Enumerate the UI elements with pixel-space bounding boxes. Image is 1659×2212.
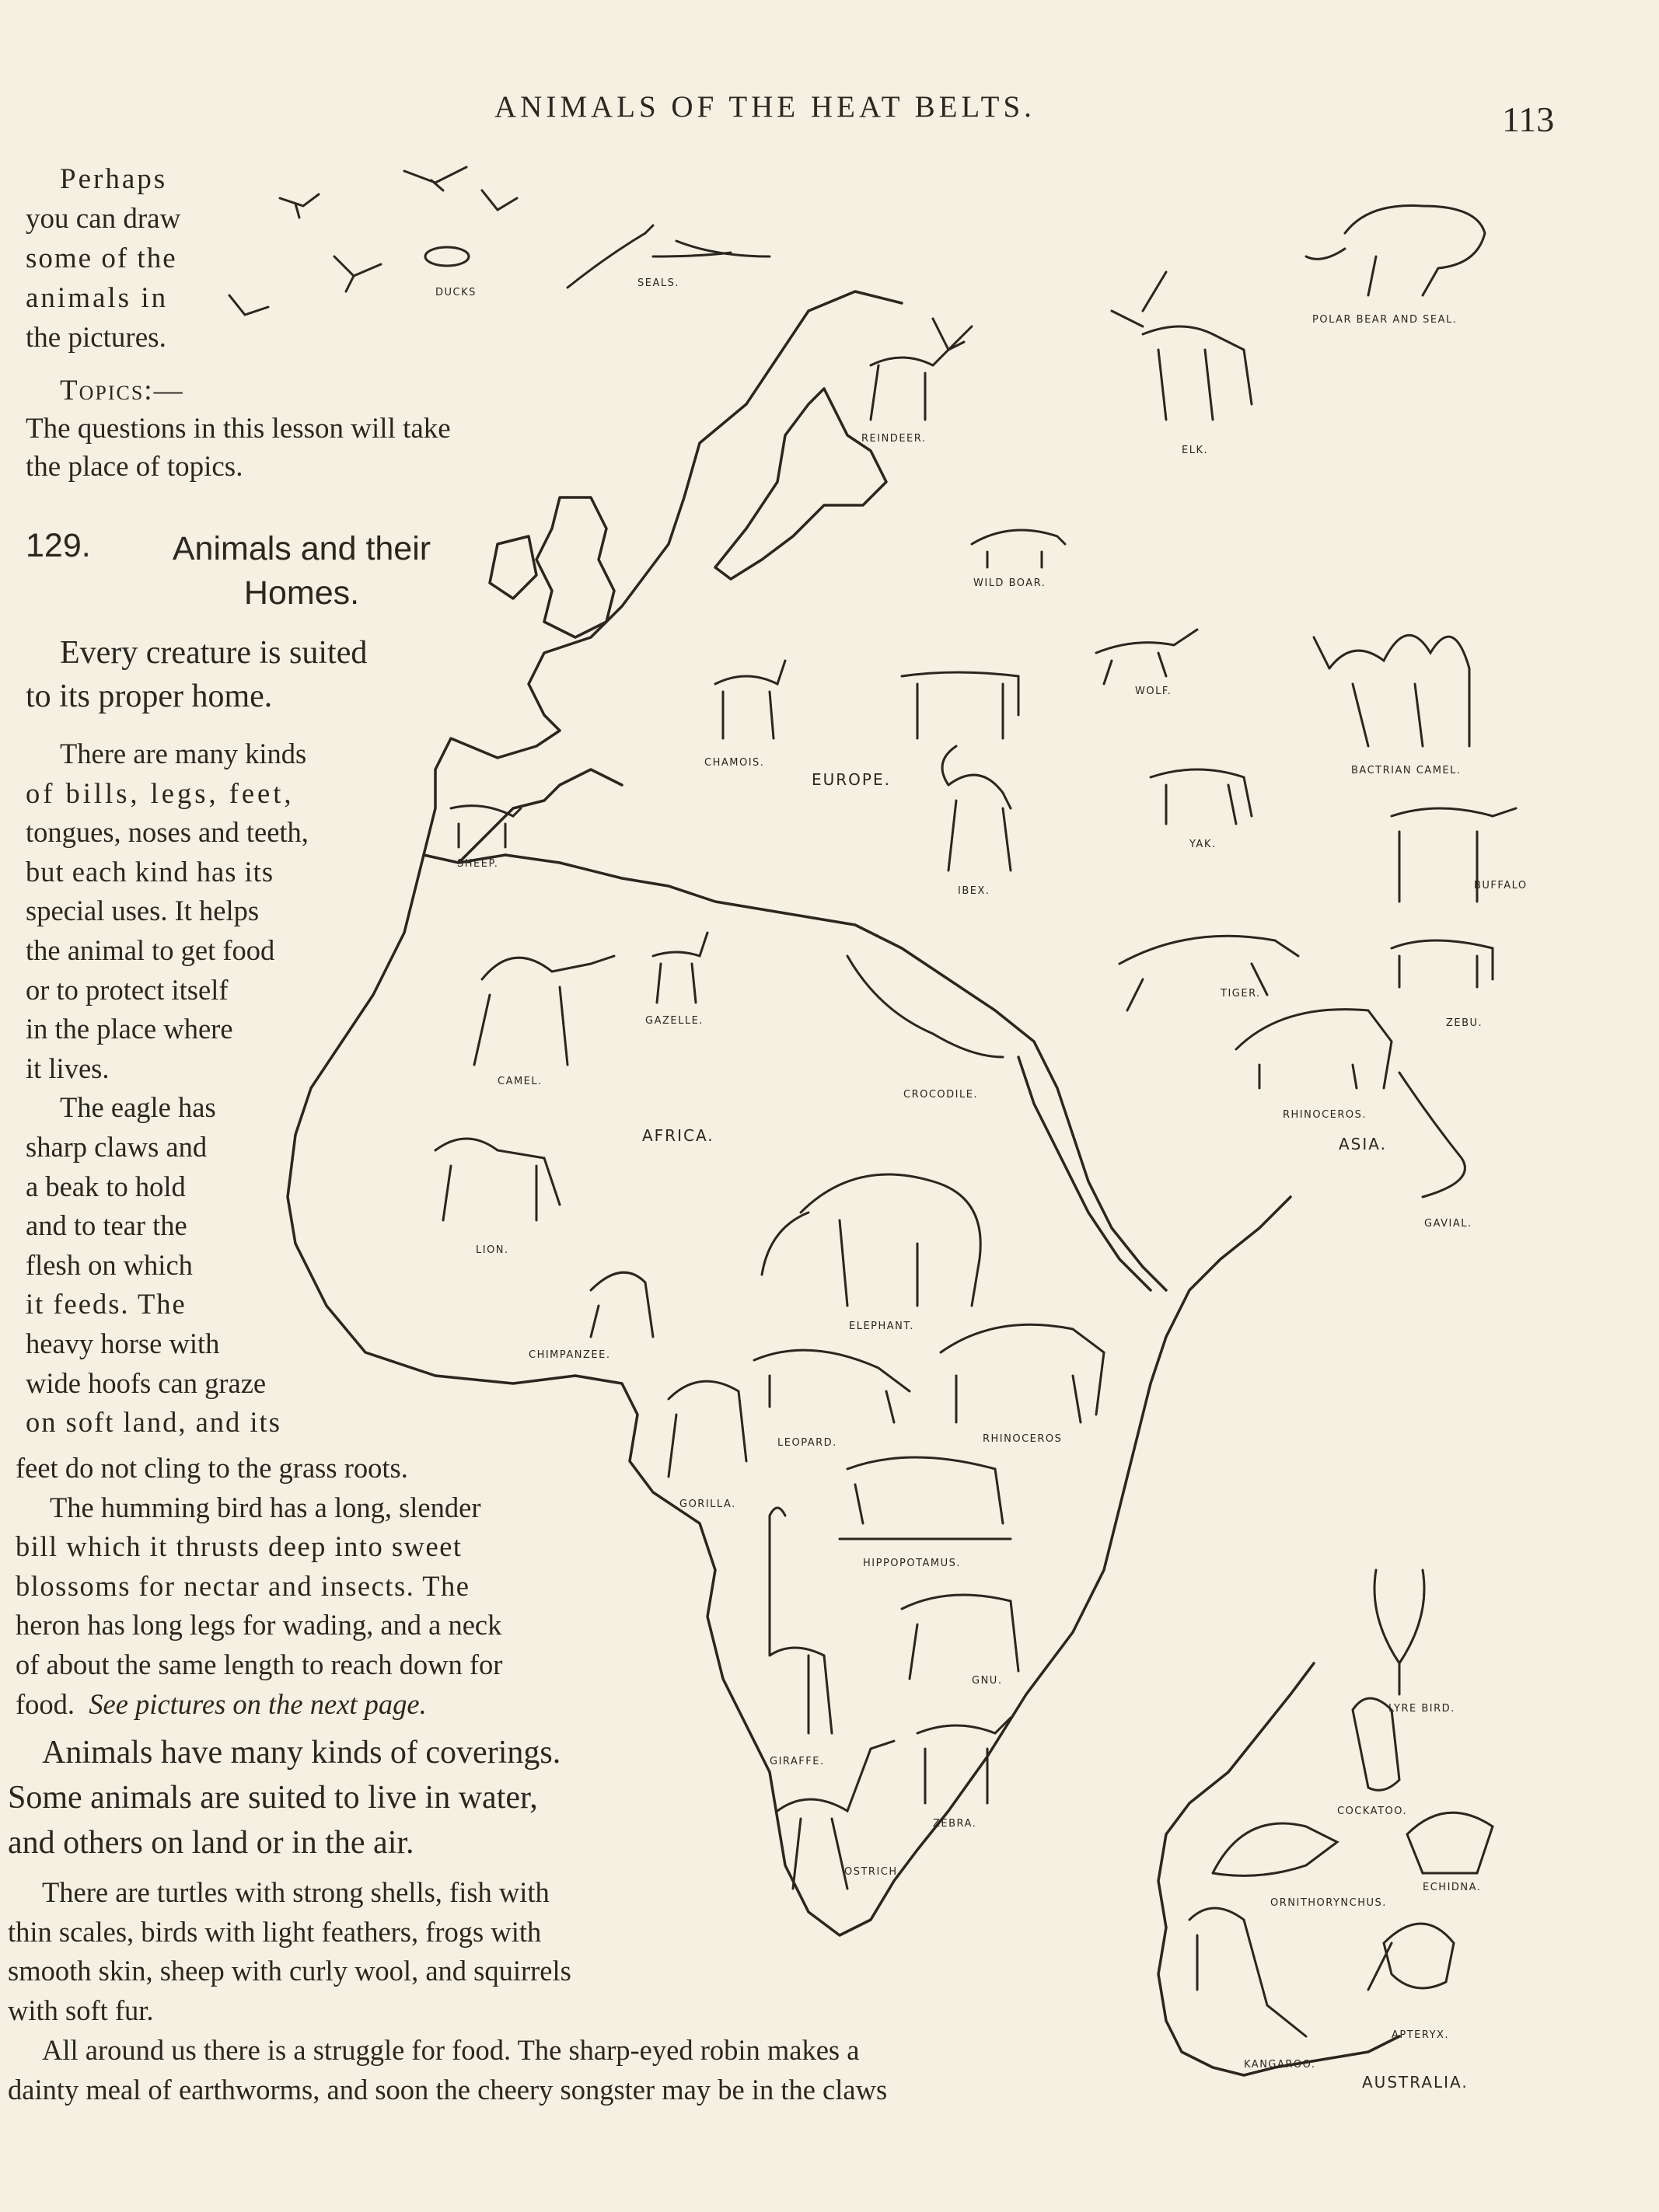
label-gavial: GAVIAL. <box>1424 1218 1472 1230</box>
label-reindeer: REINDEER. <box>861 433 927 445</box>
lead-line: Some animals are suited to live in water, <box>8 1780 538 1816</box>
seal-drawing <box>676 241 770 256</box>
gorilla-drawing <box>669 1381 746 1477</box>
label-chimpanzee: CHIMPANZEE. <box>529 1349 611 1361</box>
section-title-line: Animals and their <box>172 530 431 567</box>
label-sheep: SHEEP. <box>457 858 499 870</box>
label-ibex: IBEX. <box>958 885 990 897</box>
elephant-drawing <box>762 1174 980 1306</box>
label-zebra: ZEBRA. <box>933 1818 977 1830</box>
label-gorilla: GORILLA. <box>679 1499 736 1510</box>
label-cockatoo: COCKATOO. <box>1337 1806 1408 1817</box>
text-line: of about the same length to reach down for <box>16 1648 503 1680</box>
text-line: flesh on which <box>26 1248 193 1281</box>
text-line: sharp claws and <box>26 1130 208 1163</box>
intro-line: some of the <box>26 242 177 274</box>
text-line: smooth skin, sheep with curly wool, and squirrels <box>8 1955 571 1987</box>
duck-swimming-drawing <box>425 247 469 266</box>
elk-drawing <box>1112 272 1252 420</box>
rhinoceros-africa-drawing <box>941 1324 1104 1422</box>
british-isles <box>490 497 614 637</box>
text-line: the animal to get food <box>26 933 275 966</box>
chamois-drawing <box>715 661 785 738</box>
region-africa: AFRICA. <box>642 1126 714 1145</box>
region-asia: ASIA. <box>1339 1135 1387 1153</box>
giraffe-drawing <box>770 1508 832 1733</box>
duck-flying-drawing <box>229 295 268 315</box>
text-line: dainty meal of earthworms, and soon the cheery songster may be in the claws <box>8 2073 888 2106</box>
text-line: and to tear the <box>26 1209 187 1242</box>
text-line: it feeds. The <box>26 1288 187 1321</box>
lead-line: Animals have many kinds of coverings. <box>42 1735 561 1771</box>
label-rhinoceros-africa: RHINOCEROS <box>983 1433 1063 1445</box>
lyre-bird-drawing <box>1374 1570 1424 1694</box>
label-apteryx: APTERYX. <box>1392 2029 1450 2041</box>
camel-drawing <box>474 956 614 1065</box>
text-line: or to protect itself <box>26 973 229 1006</box>
crocodile-drawing <box>847 956 1003 1057</box>
topics-label: Topics:— <box>60 375 184 406</box>
label-gnu: GNU. <box>972 1675 1003 1687</box>
text-line: a beak to hold <box>26 1170 186 1202</box>
duck-flying-drawing <box>482 190 517 210</box>
region-europe: EUROPE. <box>812 770 891 789</box>
gavial-drawing <box>1399 1073 1465 1197</box>
running-title: ANIMALS OF THE HEAT BELTS. <box>494 90 1036 124</box>
label-buffalo: BUFFALO <box>1474 880 1528 891</box>
wild-boar-drawing <box>972 530 1065 567</box>
section-number: 129. <box>26 527 91 564</box>
lead-line: to its proper home. <box>26 679 273 714</box>
lead-line: and others on land or in the air. <box>8 1825 414 1861</box>
ox-drawing <box>902 672 1018 738</box>
label-polar-bear: POLAR BEAR AND SEAL. <box>1312 314 1458 326</box>
intro-line: animals in <box>26 282 169 314</box>
duck-flying-drawing <box>404 167 466 190</box>
label-kangaroo: KANGAROO. <box>1244 2059 1316 2071</box>
yak-drawing <box>1151 769 1252 824</box>
label-elk: ELK. <box>1182 445 1209 456</box>
text-line: with soft fur. <box>8 1994 154 2026</box>
label-zebu: ZEBU. <box>1446 1017 1483 1029</box>
text-line: but each kind has its <box>26 855 274 888</box>
label-chamois: CHAMOIS. <box>704 757 765 769</box>
chimpanzee-drawing <box>591 1272 653 1337</box>
label-leopard: LEOPARD. <box>777 1437 837 1449</box>
rhinoceros-drawing <box>1236 1010 1392 1088</box>
label-yak: YAK. <box>1189 839 1217 850</box>
label-crocodile: CROCODILE. <box>903 1089 979 1101</box>
duck-flying-drawing <box>334 256 381 291</box>
duck-flying-drawing <box>280 194 319 218</box>
label-elephant: ELEPHANT. <box>849 1321 914 1332</box>
leopard-drawing <box>754 1350 910 1422</box>
scandinavia <box>715 389 886 579</box>
text-line: There are many kinds <box>60 738 307 769</box>
kiwi-drawing <box>1368 1924 1454 1990</box>
text-line: There are turtles with strong shells, fish with <box>42 1876 550 1908</box>
label-echidna: ECHIDNA. <box>1423 1882 1482 1893</box>
label-wild-boar: WILD BOAR. <box>973 577 1046 589</box>
label-bactrian-camel: BACTRIAN CAMEL. <box>1351 765 1462 776</box>
intro-line: the pictures. <box>26 322 166 354</box>
gazelle-drawing <box>653 933 707 1003</box>
text-line: All around us there is a struggle for food. The sharp-eyed robin makes a <box>42 2034 860 2066</box>
topics-line: The questions in this lesson will take <box>26 413 451 445</box>
gnu-drawing <box>902 1595 1018 1679</box>
zebu-drawing <box>1392 940 1493 987</box>
platypus-drawing <box>1213 1823 1337 1875</box>
tiger-drawing <box>1119 936 1298 1010</box>
reindeer-drawing <box>871 319 972 420</box>
label-rhinoceros-asia: RHINOCEROS. <box>1283 1109 1367 1121</box>
mediterranean-coast <box>459 855 1073 1135</box>
text-span: food. <box>16 1687 75 1720</box>
text-line: it lives. <box>26 1052 110 1084</box>
wolf-drawing <box>1096 630 1197 684</box>
polar-bear-drawing <box>1306 205 1485 295</box>
text-line: bill which it thrusts deep into sweet <box>16 1530 463 1563</box>
text-line: heavy horse with <box>26 1327 220 1359</box>
label-ducks: DUCKS <box>435 287 477 298</box>
ibex-drawing <box>942 746 1011 870</box>
text-line: in the place where <box>26 1013 233 1045</box>
hippopotamus-drawing <box>840 1457 1011 1539</box>
see-pictures-note: See pictures on the next page. <box>89 1687 427 1720</box>
region-australia: AUSTRALIA. <box>1362 2073 1469 2092</box>
text-line: on soft land, and its <box>26 1406 281 1439</box>
text-line: of bills, legs, feet, <box>26 776 295 809</box>
label-giraffe: GIRAFFE. <box>770 1756 825 1767</box>
bactrian-camel-drawing <box>1314 635 1469 746</box>
red-sea-inner <box>1073 1135 1166 1290</box>
text-line: The humming bird has a long, slender <box>50 1491 481 1523</box>
text-line: wide hoofs can graze <box>26 1366 267 1399</box>
label-lion: LION. <box>476 1244 509 1256</box>
text-line: special uses. It helps <box>26 895 260 927</box>
echidna-drawing <box>1407 1813 1493 1873</box>
label-camel: CAMEL. <box>498 1076 543 1087</box>
text-line: heron has long legs for wading, and a neck <box>16 1609 502 1642</box>
section-title-line: Homes. <box>243 574 360 612</box>
africa-coastline <box>288 855 1291 1935</box>
text-line: tongues, noses and teeth, <box>26 816 309 849</box>
label-ostrich: OSTRICH. <box>844 1866 903 1878</box>
text-line: The eagle has <box>60 1091 216 1124</box>
label-seals: SEALS. <box>637 277 679 289</box>
intro-line: you can draw <box>26 203 181 235</box>
kangaroo-drawing <box>1189 1908 1306 2036</box>
label-gazelle: GAZELLE. <box>645 1015 704 1027</box>
lion-drawing <box>435 1139 560 1220</box>
text-line: blossoms for nectar and insects. The <box>16 1569 470 1602</box>
intro-line: Perhaps <box>60 163 168 195</box>
text-line: thin scales, birds with light feathers, frogs with <box>8 1915 542 1948</box>
label-hippopotamus: HIPPOPOTAMUS. <box>863 1558 962 1569</box>
lead-line: Every creature is suited <box>60 635 368 671</box>
label-wolf: WOLF. <box>1135 686 1172 697</box>
topics-line: the place of topics. <box>26 451 243 483</box>
label-lyre-bird: LYRE BIRD. <box>1388 1703 1455 1715</box>
label-tiger: TIGER. <box>1221 988 1261 1000</box>
page-number: 113 <box>1502 99 1555 139</box>
text-line: feet do not cling to the grass roots. <box>16 1452 408 1484</box>
label-ornithorynchus: ORNITHORYNCHUS. <box>1270 1897 1387 1909</box>
